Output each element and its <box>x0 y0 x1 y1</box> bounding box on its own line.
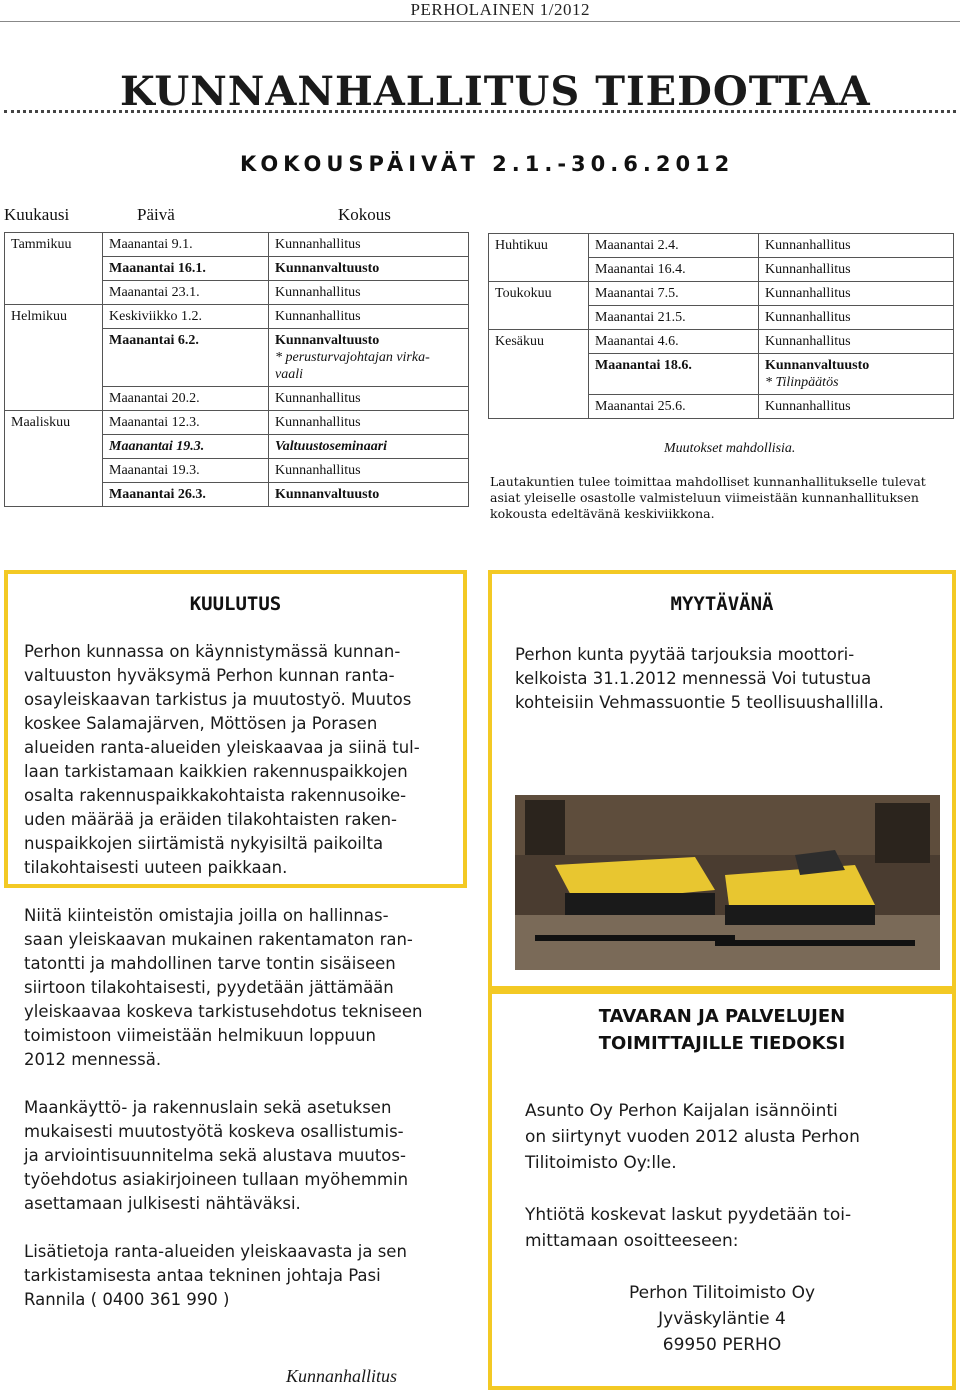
kuulutus-paragraph-4: Lisätietoja ranta-alueiden yleiskaavasta ja sen tarkistamisesta antaa tekninen johtaja Pasi Rannila ( 0400 361 990 ) <box>24 1242 407 1309</box>
meeting-cell: Kunnanvaltuusto <box>269 483 469 507</box>
meeting-cell: Kunnanhallitus <box>759 258 954 282</box>
meeting-cell: Kunnanhallitus <box>759 395 954 419</box>
kuulutus-signature: Kunnanhallitus <box>286 1366 398 1386</box>
tavaran-paragraph-2: Yhtiötä koskevat laskut pyydetään toi- mittamaan osoitteeseen: <box>525 1205 852 1251</box>
col-head-day: Päivä <box>137 205 175 224</box>
meeting-cell: Kunnanhallitus <box>759 306 954 330</box>
month-cell <box>5 459 103 483</box>
kuulutus-paragraph-1: Perhon kunnassa on käynnistymässä kunnan- valtuuston hyväksymä Perhon kunnan ranta- osayleiskaavan tarkistus ja muutostyö. Muutos koskee Salamajärven, Möttösen ja Porasen alueiden ranta-alueiden yleiskaavaa ja siinä tul- laan tarkistamaan kaikkien rakennuspaikkojen osalta rakennuspaikkakohtaista rakennusoike- uden määrää ja eräiden tilakohtaisten raken- nuspaikkojen siirtämistä nykyisiltä paikoilta tilakohtaisesti uuteen paikkaan. <box>24 642 420 877</box>
table-row <box>5 483 469 507</box>
month-cell: Helmikuu <box>5 305 103 329</box>
meeting-cell: Kunnanhallitus <box>269 411 469 435</box>
address-line-3: 69950 PERHO <box>662 1335 782 1355</box>
page-title: KUNNANHALLITUS TIEDOTTAA <box>120 68 871 115</box>
day-cell: Maanantai 23.1. <box>103 281 269 305</box>
month-cell <box>5 387 103 411</box>
day-cell: Maanantai 19.3. <box>103 435 269 459</box>
table-row <box>489 234 954 258</box>
month-cell: Tammikuu <box>5 233 103 257</box>
day-cell: Maanantai 4.6. <box>589 330 759 354</box>
month-cell <box>5 281 103 305</box>
month-cell <box>489 258 589 282</box>
myytavana-text: Perhon kunta pyytää tarjouksia moottori- kelkoista 31.1.2012 mennessä Voi tutustua kohteisiin Vehmassuontie 5 teollisuushallilla. <box>515 645 884 712</box>
page-header <box>0 0 960 22</box>
kuulutus-title: KUULUTUS <box>189 593 282 615</box>
header-divider <box>0 21 960 22</box>
day-cell: Maanantai 16.1. <box>103 257 269 281</box>
col-head-meeting: Kokous <box>338 205 391 224</box>
meeting-cell <box>759 354 954 395</box>
col-head-month: Kuukausi <box>4 205 70 224</box>
day-cell: Maanantai 9.1. <box>103 233 269 257</box>
month-cell <box>5 435 103 459</box>
meeting-cell: Kunnanhallitus <box>759 234 954 258</box>
tavaran-paragraph-1: Asunto Oy Perhon Kaijalan isännöinti on siirtynyt vuoden 2012 alusta Perhon Tilitoimisto Oy:lle. <box>525 1101 860 1173</box>
day-cell: Maanantai 18.6. <box>589 354 759 395</box>
meeting-name: Kunnanvaltuusto <box>275 333 380 348</box>
table-row <box>489 354 954 395</box>
day-cell: Maanantai 20.2. <box>103 387 269 411</box>
title-dotted-rule <box>4 110 956 113</box>
month-cell: Toukokuu <box>489 282 589 306</box>
day-cell: Maanantai 19.3. <box>103 459 269 483</box>
meeting-cell: Kunnanvaltuusto <box>269 257 469 281</box>
table-row <box>489 330 954 354</box>
kuulutus-paragraph-2: Niitä kiinteistön omistajia joilla on hallinnas- saan yleiskaavan mukainen rakentamaton ran- tatontti ja mahdollinen tarve tontin sisäiseen siirtoon tilakohtaisesti, pyydetään jättämään yleiskaavaa koskeva tarkistusehdotus tekniseen toimistoon viimeistään helmikuun loppuun 2012 mennessä. <box>24 906 423 1069</box>
schedule-table-left <box>4 232 469 507</box>
address-line-2: Jyväskyläntie 4 <box>658 1309 786 1329</box>
meeting-name: Kunnanvaltuusto <box>765 358 870 373</box>
snowmobile-photo <box>515 795 940 970</box>
meeting-cell: Kunnanhallitus <box>759 282 954 306</box>
month-cell <box>489 306 589 330</box>
table-row <box>5 435 469 459</box>
table-row <box>5 329 469 387</box>
month-cell <box>5 483 103 507</box>
month-cell <box>5 257 103 281</box>
committee-instructions: Lautakuntien tulee toimittaa mahdolliset kunnanhallitukselle tulevat asiat yleiselle osastolle valmisteluun viimeistään kunnanhallituksen kokousta edeltävänä keskiviikkona. <box>490 474 926 521</box>
day-cell: Maanantai 25.6. <box>589 395 759 419</box>
day-cell: Maanantai 2.4. <box>589 234 759 258</box>
table-row <box>5 305 469 329</box>
table-row <box>489 395 954 419</box>
changes-note: Muutokset mahdollisia. <box>664 441 796 456</box>
meeting-cell <box>269 329 469 387</box>
month-cell <box>489 395 589 419</box>
table-row <box>489 282 954 306</box>
table-row <box>5 257 469 281</box>
day-cell: Maanantai 7.5. <box>589 282 759 306</box>
table-row <box>5 281 469 305</box>
meeting-cell: Valtuustoseminaari <box>269 435 469 459</box>
meeting-cell: Kunnanhallitus <box>269 281 469 305</box>
meeting-note: * Tilinpäätös <box>765 375 839 390</box>
schedule-table-right <box>488 233 954 419</box>
table-row <box>5 459 469 483</box>
table-row <box>5 411 469 435</box>
table-row <box>489 306 954 330</box>
snowmobile-illustration <box>515 795 940 970</box>
month-cell <box>489 354 589 395</box>
month-cell: Maaliskuu <box>5 411 103 435</box>
publication-label: PERHOLAINEN 1/2012 <box>410 0 590 19</box>
table-row <box>5 233 469 257</box>
meeting-cell: Kunnanhallitus <box>269 387 469 411</box>
meeting-cell: Kunnanhallitus <box>759 330 954 354</box>
myytavana-title: MYYTÄVÄNÄ <box>670 593 774 615</box>
table-row <box>489 258 954 282</box>
meeting-note: * perusturvajohtajan virka- vaali <box>275 350 430 382</box>
meeting-cell: Kunnanhallitus <box>269 233 469 257</box>
month-cell: Huhtikuu <box>489 234 589 258</box>
day-cell: Maanantai 12.3. <box>103 411 269 435</box>
month-cell <box>5 329 103 387</box>
meeting-dates-subtitle: KOKOUSPÄIVÄT 2.1.-30.6.2012 <box>240 152 735 176</box>
kuulutus-paragraph-3: Maankäyttö- ja rakennuslain sekä asetuksen mukaisesti muutostyötä koskeva osallistumis- ja arviointisuunnitelma sekä alustava muutos- työehdotus asiakirjoineen tullaan myöhemmin asettamaan julkisesti nähtäväksi. <box>24 1098 409 1213</box>
day-cell: Keskiviikko 1.2. <box>103 305 269 329</box>
day-cell: Maanantai 16.4. <box>589 258 759 282</box>
day-cell: Maanantai 26.3. <box>103 483 269 507</box>
meeting-cell: Kunnanhallitus <box>269 305 469 329</box>
address-line-1: Perhon Tilitoimisto Oy <box>628 1283 816 1303</box>
day-cell: Maanantai 21.5. <box>589 306 759 330</box>
tavaran-title-line-1: TAVARAN JA PALVELUJEN <box>598 1006 846 1027</box>
table-row <box>5 387 469 411</box>
month-cell: Kesäkuu <box>489 330 589 354</box>
day-cell: Maanantai 6.2. <box>103 329 269 387</box>
tavaran-title-line-2: TOIMITTAJILLE TIEDOKSI <box>598 1033 846 1054</box>
meeting-cell: Kunnanhallitus <box>269 459 469 483</box>
